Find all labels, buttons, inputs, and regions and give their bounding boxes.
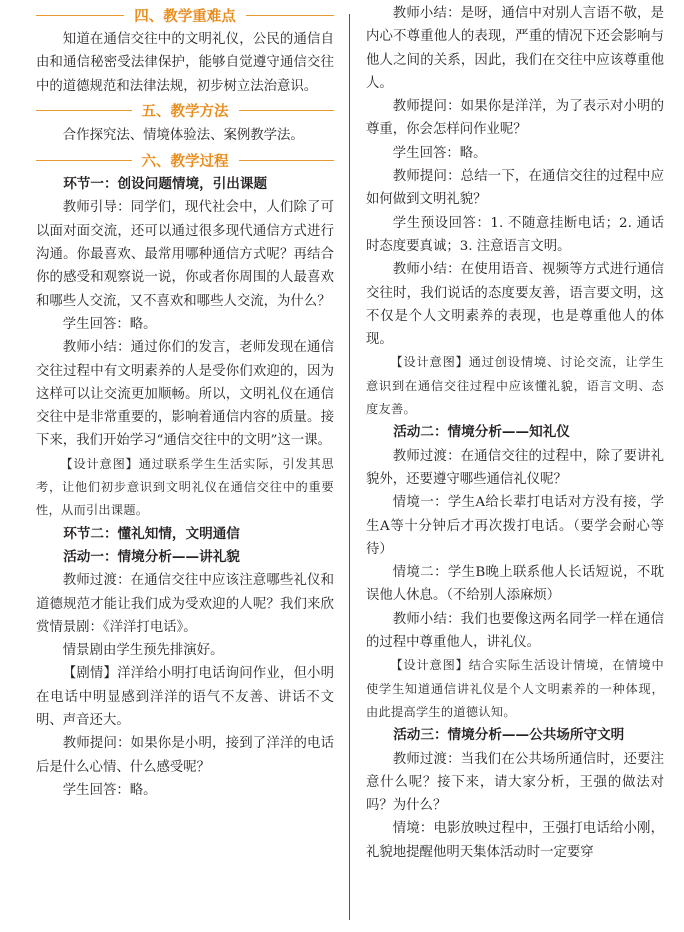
paragraph: 教师过渡：在通信交往中应该注意哪些礼仪和道德规范才能让我们成为受欢迎的人呢？我们来欣赏情景剧：《洋洋打电话》。 — [36, 573, 334, 635]
heading-rule-right — [239, 160, 335, 161]
paragraph: 学生回答：略。 — [62, 782, 157, 798]
step-heading: 环节二：懂礼知情，文明通信 — [63, 525, 240, 542]
left-column — [36, 2, 334, 932]
design-intent-note: 【设计意图】通过联系学生生活实际，引发其思考，让他们初步意识到文明礼仪在通信交往中的重要性，从而引出课题。 — [36, 456, 334, 518]
heading-rule-left — [36, 15, 124, 16]
section-heading-4 — [36, 2, 334, 28]
paragraph: 教师小结：通过你们的发言，老师发现在通信交往过程中有文明素养的人是受你们欢迎的，因为这样可以让交流更加顺畅。所以，文明礼仪在通信交往中是非常重要的，影响着通信内容的质量。接下来，我们开始学习“通信交往中的文明”这一课。 — [36, 340, 334, 449]
paragraph: 情境一：学生A给长辈打电话对方没有接，学生A等十分钟后才再次拨打电话。（要学会耐心等待） — [366, 495, 664, 557]
paragraph: 教师过渡：当我们在公共场所通信时，还要注意什么呢？接下来，请大家分析，王强的做法对吗？为什么？ — [366, 751, 664, 814]
heading-rule-left — [36, 160, 132, 161]
heading-rule-right — [239, 110, 335, 111]
design-intent-note: 【设计意图】通过创设情境、讨论交流，让学生意识到在通信交往过程中应该懂礼貌，语言文明、态度友善。 — [366, 355, 664, 417]
section-heading-5 — [36, 98, 334, 124]
paragraph: 知道在通信交往中的文明礼仪，公民的通信自由和通信秘密受法律保护，能够自觉遵守通信交往中的道德规范和法律法规，初步树立法治意识。 — [36, 32, 334, 94]
heading-rule-left — [36, 110, 132, 111]
column-divider — [349, 14, 350, 920]
paragraph: 学生回答：略。 — [62, 316, 157, 332]
paragraph: 教师小结：我们也要像这两名同学一样在通信的过程中尊重他人，讲礼仪。 — [366, 611, 664, 651]
paragraph: 教师小结：在使用语音、视频等方式进行通信交往时，我们说话的态度要友善，语言要文明，这不仅是个人文明素养的表现，也是尊重他人的体现。 — [366, 262, 664, 348]
paragraph: 教师提问：总结一下，在通信交往的过程中应如何做到文明礼貌？ — [366, 169, 664, 208]
paragraph: 合作探究法、情境体验法、案例教学法。 — [62, 127, 304, 143]
design-intent-note: 【设计意图】结合实际生活设计情境，在情境中使学生知道通信讲礼仪是个人文明素养的一种体现，由此提高学生的道德认知。 — [366, 658, 664, 719]
section-title: 五、教学方法 — [141, 104, 229, 121]
section-title: 六、教学过程 — [141, 153, 229, 170]
right-column — [366, 2, 664, 932]
section-title: 四、教学重难点 — [134, 8, 236, 25]
step-heading: 环节一：创设问题情境，引出课题 — [63, 176, 268, 193]
paragraph: 教师提问：如果你是小明，接到了洋洋的电话后是什么心情、什么感受呢？ — [36, 736, 334, 775]
activity-heading: 活动一：情境分析——讲礼貌 — [63, 548, 240, 565]
paragraph: 教师过渡：在通信交往的过程中，除了要讲礼貌外，还要遵守哪些通信礼仪呢？ — [366, 448, 664, 487]
paragraph: 教师引导：同学们，现代社会中，人们除了可以面对面交流，还可以通过很多现代通信方式进行沟通。你最喜欢、最常用哪种通信方式呢？再结合你的感受和观察说一说，你或者你周围的人最喜欢和哪些人交流，又不喜欢和哪些人交流，为什么？ — [36, 200, 334, 309]
paragraph: 学生回答：略。 — [392, 145, 487, 161]
paragraph: 情景剧由学生预先排演好。 — [62, 643, 224, 659]
activity-heading: 活动二：情境分析——知礼仪 — [393, 424, 570, 441]
heading-rule-right — [246, 15, 334, 16]
section-heading-6 — [36, 147, 334, 173]
paragraph: 情境：电影放映过程中，王强打电话给小刚，礼貌地提醒他明天集体活动时一定要穿 — [366, 821, 664, 860]
paragraph: 情境二：学生B晚上联系他人长话短说，不耽误他人休息。（不给别人添麻烦） — [366, 565, 664, 604]
activity-heading: 活动三：情境分析——公共场所守文明 — [393, 727, 625, 744]
paragraph: 学生预设回答：1. 不随意挂断电话；2. 通话时态度要真诚；3. 注意语言文明。 — [366, 215, 664, 254]
paragraph: 教师提问：如果你是洋洋，为了表示对小明的尊重，你会怎样问作业呢？ — [366, 99, 664, 138]
paragraph: 教师小结：是呀，通信中对别人言语不敬，是内心不尊重他人的表现，严重的情况下还会影响与他人之间的关系，因此，我们在交往中应该尊重他人。 — [366, 6, 664, 91]
paragraph: 【剧情】洋洋给小明打电话询问作业，但小明在电话中明显感到洋洋的语气不友善、讲话不文明、声音还大。 — [36, 666, 334, 729]
